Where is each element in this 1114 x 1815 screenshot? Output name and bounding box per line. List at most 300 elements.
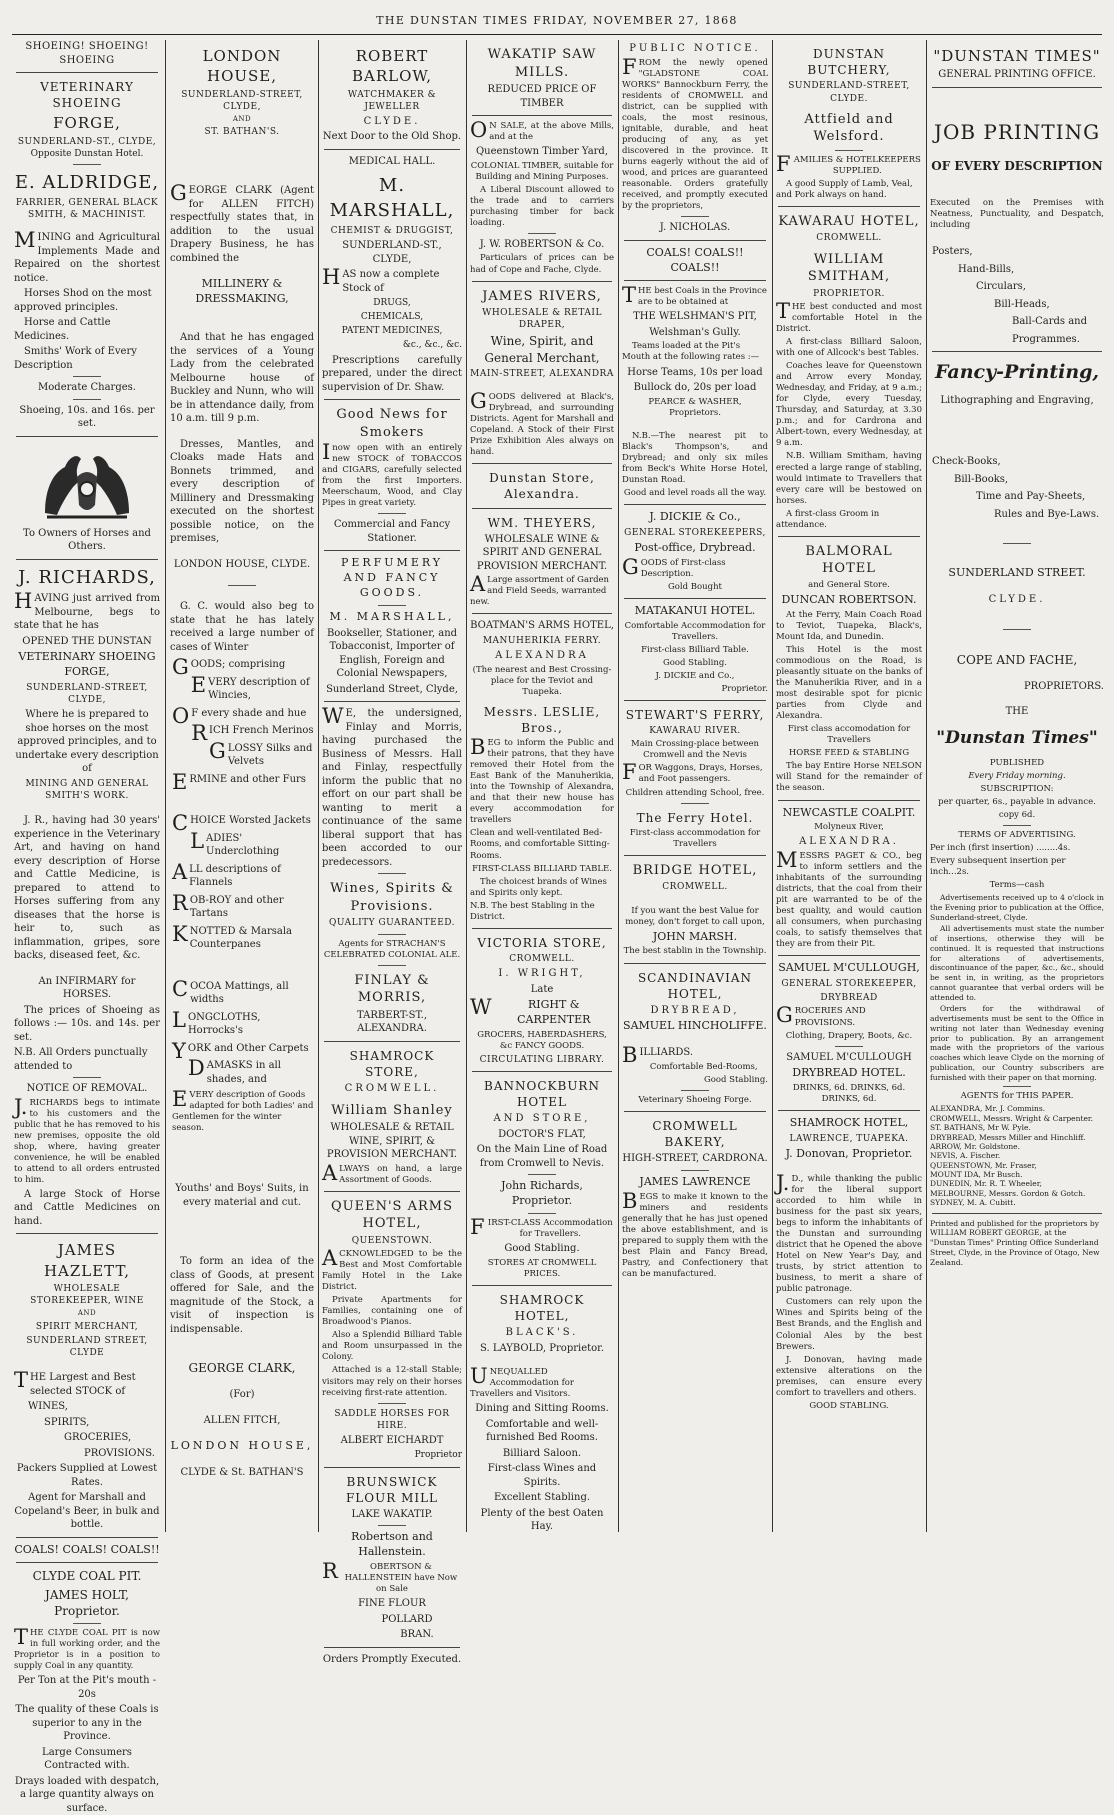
medical-hall: MEDICAL HALL. (348, 155, 436, 167)
wright-carpenter: WRIGHT & CARPENTER (470, 995, 591, 1026)
good-item: WINES, (28, 1401, 68, 1413)
hincholiffe: SAMUEL HINCHOLIFFE. (623, 1019, 767, 1033)
horse-teams: Horse Teams, 10s per load (627, 366, 763, 378)
welshman: THE WELSHMAN'S PIT, (633, 311, 757, 323)
saloon: Billiard Saloon. (502, 1447, 582, 1459)
on-sale: ON SALE, at the above Mills, and at the (470, 118, 614, 143)
victoria: VICTORIA STORE, (477, 935, 607, 950)
attfield: Attfield and Welsford. (804, 111, 894, 145)
drug-item: DRUGS, (373, 298, 411, 309)
first-class: First class accomodation for Travellers (787, 724, 911, 746)
where-text: Where he is prepared to shoe horses on the most approved principles, and to undertake every description of (15, 709, 159, 775)
printing-office: GENERAL PRINTING OFFICE. (938, 69, 1096, 81)
richards-text: HAVING just arrived from Melbourne, begs to state that he has (14, 589, 160, 632)
dickie-2: J. DICKIE and Co., (655, 670, 735, 681)
shoeing-heading: SHOEING! SHOEING! SHOEING (25, 41, 149, 66)
agent-item: DRYBREAD, Messrs Miller and Hinchliff. (930, 1132, 1086, 1142)
quality: The quality of these Coals is superior to any in the Province. (15, 1704, 159, 1743)
stablin: The best stablin in the Township. (623, 946, 767, 957)
agent-item: ALEXANDRA, Mr. J. Commins. (930, 1104, 1046, 1114)
manuherikia: MANUHERIKIA FERRY. (482, 635, 602, 646)
agent-item: SYDNEY, M. A. Cubitt. (930, 1198, 1016, 1208)
owners-heading: To Owners of Horses and Others. (23, 527, 151, 553)
hotel-text: This Hotel is the most commodious on the Road, is pleasantly situate on the banks of the Manuherikia River, and in a most desirable spot for picnic parties from Clyde and Alexandra. (776, 644, 922, 722)
general-store: and General Store. (808, 579, 890, 590)
london-sub: SUNDERLAND-STREET, CLYDE, (181, 89, 303, 112)
matakanui-text: Comfortable Accommodation for Travellers. (624, 620, 766, 642)
prices: The prices of Shoeing as follows :— 10s. and 14s. per set. (14, 1004, 160, 1043)
agent-item: QUEENSTOWN, Mr. Fraser, (930, 1160, 1037, 1170)
printing-items (932, 245, 1104, 346)
alexandra: ALEXANDRA. (799, 836, 899, 848)
opened-line: VETERINARY SHOEING FORGE, (18, 650, 156, 679)
good-stabling: GOOD STABLING. (809, 1400, 889, 1411)
cromwell: CROMWELL. (344, 1083, 440, 1095)
private-text: Private Apartments for Families, containing one of Broadwood's Pianos. (322, 1295, 462, 1328)
bedrooms: Comfortable Bed-Rooms, (649, 1061, 758, 1072)
molyneux: Molyneux River, (814, 822, 884, 833)
clyde-coal-text: THE CLYDE COAL PIT is now in full working order, and the Proprietor is in a position to supply Coal in any quantity. (14, 1624, 160, 1672)
main-line: On the Main Line of Road from Cromwell to Nevis. (476, 1144, 608, 1169)
list-item: EVERY description of Goods adapted for both Ladies' and Gentlemen for the winter season. (172, 1087, 314, 1134)
public-notice: PUBLIC NOTICE. (629, 43, 761, 54)
leslie-text: BEG to inform the Public and their patrons, that they have removed their Hotel from the East Bank of the Manuherikia, into the Township of Alexandra, and that their new house has every accommodation for travellers (470, 735, 614, 826)
list-item: OF every shade and hue (172, 703, 307, 728)
terms: TERMS OF ADVERTISING. (958, 829, 1076, 840)
list-item: LONGCLOTHS, Horrocks's (172, 1007, 261, 1037)
goods-list-3 (172, 976, 314, 1135)
agent-item: NEVIS, A. Fischer. (930, 1151, 1001, 1161)
groom: A first-class Groom in attendance. (776, 508, 880, 530)
pearce: PEARCE & WASHER, Proprietors. (648, 396, 742, 418)
dickie-sub: GENERAL STOREKEEPERS, (624, 527, 766, 538)
mining-text: MINING and Agricultural Implements Made and Repaired on the shortest notice. (14, 228, 160, 284)
grocers: GROCERS, HABERDASHERS, &c FANCY GOODS. (477, 1029, 607, 1051)
hazlett-sub: SUNDERLAND STREET, CLYDE (26, 1335, 148, 1358)
agents-heading: AGENTS for THIS PAPER. (960, 1091, 1074, 1102)
bullock: Bullock do, 20s per load (633, 382, 757, 394)
saddle: SADDLE HORSES FOR HIRE. (334, 1408, 450, 1431)
infirmary: An INFIRMARY for HORSES. (38, 975, 136, 1001)
if-text: If you want the best Value for money, don't forget to call upon, (625, 905, 765, 927)
colonial: COLONIAL TIMBER, suitable for Building and Mining Purposes. (470, 160, 614, 182)
drug-item: PATENT MEDICINES, (341, 326, 443, 337)
children: Children attending School, free. (625, 787, 765, 798)
the: THE (1005, 706, 1029, 718)
eichardt: ALBERT EICHARDT (340, 1434, 444, 1446)
billiard-text: Also a Splendid Billiard Table and Room unsurpassed in the Colony. (322, 1330, 462, 1363)
list-item: EVERY description of Wincies, (190, 672, 310, 702)
coals-heading: COALS! COALS! COALS!! (14, 1542, 160, 1556)
column-divider (466, 40, 467, 1532)
every-subsequent: Every subsequent insertion per inch...2s. (930, 856, 1066, 878)
column-5 (622, 40, 768, 1532)
hazlett-sub: WHOLESALE STOREKEEPER, WINE (30, 1283, 144, 1307)
shanley-sub: WHOLESALE & RETAIL WINE, SPIRIT, & PROVISION MERCHANT. (326, 1122, 458, 1161)
cromwell: CROMWELL. (509, 953, 575, 964)
line: Horses Shod on the most approved principles. (14, 288, 152, 313)
nearest: (The nearest and Best Crossing-place for the Teviot and Tuapeka. (472, 664, 612, 697)
queens-arms: QUEEN'S ARMS HOTEL, (331, 1198, 453, 1232)
agent-item: ST. BATHANS, Mr W. Pyle. (930, 1123, 1031, 1133)
good-item: PROVISIONS. (84, 1447, 155, 1459)
removal-heading: NOTICE OF REMOVAL. (26, 1083, 148, 1095)
column-6 (776, 40, 922, 1532)
ferry-text: First-class accommodation for Travellers (629, 827, 761, 849)
cash: Terms—cash (989, 880, 1045, 891)
tuapeka: LAWRENCE, TUAPEKA. (789, 1133, 909, 1144)
opened-line: SUNDERLAND-STREET, CLYDE, (26, 682, 148, 706)
nelson-text: The bay Entire Horse NELSON will Stand for the remainder of the season. (776, 761, 922, 794)
circulating: CIRCULATING LIBRARY. (479, 1054, 605, 1065)
hazlett-sub: AND (77, 1309, 97, 1318)
forge-title: VETERINARY SHOEING (40, 80, 134, 111)
billiards: BILLIARDS. (622, 1043, 694, 1068)
and-store: AND STORE, (493, 1113, 591, 1125)
balmoral: BALMORAL HOTEL (805, 543, 893, 577)
bakery: CROMWELL BAKERY, (652, 1118, 738, 1150)
list-item: DAMASKS in all shades, and (187, 1056, 281, 1085)
drug-item: &c., &c., &c. (402, 340, 462, 351)
proprietor: PROPRIETOR. (813, 288, 885, 299)
mcullough-2: SAMUEL M'CULLOUGH (786, 1051, 912, 1063)
we-text: WE, the undersigned, Finlay and Morris, having purchased the Business of Messrs. Hall and Finlay, respectfully inform the public that no effort on our part shall be wanting to merit a continuance of the same liberal support that has been accorded to our predecessors. (322, 704, 462, 868)
all-adv-text: All advertisements must state the number of insertions, otherwise they will be continued. It is requested that instructions for alterations of advertisements, discontinuance of the paper, &c., &c., should be sent in, in writing, as the proprietors cannot guarantee that verbal orders will be attended to. (930, 924, 1104, 1002)
engaged-text: And that he has engaged the services of a Young Lady from the celebrated Melbourne house of Buckley and Nunn, who will be in attendance daily, from 10 a.m. till 9 p.m. (170, 332, 314, 425)
gully: Welshman's Gully. (649, 326, 741, 338)
line: Smiths' Work of Every Description (14, 346, 137, 371)
marshall-trade: CHEMIST & DRUGGIST, (330, 225, 454, 236)
printing-item: Check-Books, (932, 456, 1001, 468)
column-divider (926, 40, 927, 1532)
john-marsh: JOHN MARSH. (652, 929, 738, 943)
reduced: REDUCED PRICE OF TIMBER (487, 84, 597, 109)
agents-strachan: Agents for STRACHAN'S CELEBRATED COLONIAL ALE. (323, 938, 461, 960)
unequalled: UNEQUALLED Accommodation for Travellers and Visitors. (470, 1364, 574, 1400)
blacks: BLACK'S. (505, 1327, 579, 1339)
jr-text: J. R., having had 30 years' experience in the Veterinary Art, and having on hand every description of Horse and Cattle Medicine, is prepared to attend to Horses suffering from any diseases that the horse is heir to, such as inflammation, gripes, sore backs, diseased feet, &c. (14, 815, 160, 962)
list-item: ERMINE and other Furs (172, 769, 306, 794)
post-office: Post-office, Drybread. (634, 540, 756, 554)
robertson: Robertson and Hallenstein. (351, 1530, 433, 1559)
george-text: GEORGE CLARK (Agent for ALLEN FITCH) respectfully states that, in addition to the usual Drapery Business, he has combined the (170, 181, 314, 264)
lawrence: JAMES LAWRENCE (639, 1174, 751, 1188)
wines: First-class Wines and Spirits. (487, 1463, 597, 1488)
agent-item: DUNEDIN, Mr. R. T. Wheeler, (930, 1179, 1042, 1189)
flour-item: POLLARD (381, 1613, 433, 1625)
printed-text: Printed and published for the proprietors by WILLIAM ROBERT GEORGE, at the "Dunstan Times" Printing Office Sunderland Street, Clyde, in the Province of Otago, New Zealand. (930, 1218, 1100, 1267)
per-quarter: per quarter, 6s., payable in advance. (938, 796, 1096, 807)
late: Late (530, 983, 554, 995)
printing-item: Bill-Heads, (994, 298, 1050, 310)
column-7 (930, 40, 1104, 1532)
scandinavian: SCANDINAVIAN HOTEL, (637, 970, 753, 1001)
shamrock-store: SHAMROCK STORE, (349, 1048, 435, 1079)
hazlett-sub: SPIRIT MERCHANT, (35, 1321, 139, 1332)
list-item: ROB-ROY and other Tartans (172, 890, 284, 920)
nb: N.B. All Orders punctually attended to (14, 1047, 148, 1072)
bookseller: Bookseller, Stationer, and Tobacconist, Importer of English, Foreign and Colonial Newspapers, (326, 627, 458, 680)
drays: Drays loaded with despatch, a large quantity always on surface. (14, 1775, 160, 1814)
always-text: ALWAYS on hand, a large Assortment of Goods. (322, 1160, 462, 1185)
millinery-heading: MILLINERY & DRESSMAKING, (195, 277, 289, 306)
queenstown: QUEENSTOWN. (351, 1235, 433, 1246)
george-clark: GEORGE CLARK, (188, 1361, 296, 1376)
vet: Veterinary Shoeing Forge. (638, 1094, 752, 1105)
printing-item: Programmes. (1012, 333, 1080, 345)
barlow-clyde: CLYDE. (363, 115, 421, 127)
nb-text: N.B. William Smitham, having erected a large range of stabling, would intimate to Travellers that every care will be bestowed on horses. (776, 451, 922, 506)
horse-feed: HORSE FEED & STABLING (788, 748, 910, 759)
messrs-text: MESSRS PAGET & CO., beg to inform settlers and the inhabitants of the surrounding districts, that the coal from their pit are warranted to be of the best quality, and would caution all consumers, when purchasing coals, to satisfy themselves that they are from their Pit. (776, 847, 922, 950)
billiard: First-class Billiard Table. (641, 644, 749, 655)
orders-text: Orders for the withdrawal of advertisements must be sent to the Office in writing not later than Wednesday evening prior to publication. By an arrangement made with the proprietors of the various coaches which leave Clyde on the morning of publication, our Country subscribers are furnished with their paper on that morning. (930, 1004, 1104, 1082)
column-divider (318, 40, 319, 1532)
subscription: SUBSCRIPTION: (980, 783, 1054, 794)
dining: Dining and Sitting Rooms. (475, 1403, 609, 1415)
wines-heading: Wines, Spirits & Provisions. (330, 881, 454, 914)
leslie: Messrs. LESLIE, Bros., (483, 704, 601, 735)
column-4 (470, 40, 614, 1532)
printing-item: Time and Pay-Sheets, (976, 491, 1086, 503)
jd-text: J.D., while thanking the public for the liberal support accorded to him while in business for the past six years, begs to inform the inhabitants of the Dunstan and surrounding district that he Opened the above Hotel on New Year's Day, and trusts, by strict attention to business, to merit a share of public patronage. (776, 1170, 922, 1295)
plenty: Plenty of the best Oaten Hay. (480, 1507, 604, 1533)
goods: GOODS of First-class Description. (622, 554, 726, 579)
column-3 (322, 40, 462, 1665)
finlay-morris: FINLAY & MORRIS, (354, 972, 430, 1006)
column-divider (618, 40, 619, 1532)
forge-title-2: FORGE, (53, 114, 121, 133)
cromwell: CROMWELL. (662, 882, 728, 893)
butchery: DUNSTAN BUTCHERY, (807, 47, 891, 78)
dunstan-store: Dunstan Store, Alexandra. (489, 471, 595, 502)
saw-mills: WAKATIP SAW MILLS. (487, 47, 597, 80)
gc-text: G. C. would also beg to state that he has lately received a large number of cases of Winter (170, 601, 314, 653)
pit-heading: CLYDE COAL PIT. (32, 1569, 142, 1584)
mcullough: SAMUEL M'CULLOUGH, (778, 961, 920, 975)
coaches-text: Coaches leave for Queenstown and Arrow every Monday, Wednesday, and Friday, at 9 a.m.; for Clyde, every Tuesday, Thursday, and Saturday, at 3.30 p.m.; and for Cardrona and Albert-town, every Wednesday, at 9 a.m. (776, 361, 922, 449)
theyers-sub: WHOLESALE WINE & SPIRIT AND GENERAL PROVISION MERCHANT. (476, 533, 608, 572)
jwr: J. W. ROBERTSON & Co. (479, 238, 605, 250)
sunderland-street: SUNDERLAND STREET. (948, 566, 1086, 580)
laybold: S. LAYBOLD, Proprietor. (479, 1342, 605, 1354)
ack-text: ACKNOWLEDGED to be the Best and Most Comfortable Family Hotel in the Lake District. (322, 1246, 462, 1293)
every-friday: Every Friday morning. (968, 770, 1066, 781)
largest-text: THE Largest and Best selected STOCK of (14, 1368, 136, 1397)
opened-line: OPENED THE DUNSTAN (22, 635, 152, 647)
mining-work: MINING AND GENERAL SMITH'S WORK. (25, 778, 149, 801)
lithographing: Lithographing and Engraving, (940, 394, 1094, 406)
stabling: Good Stabling. (663, 657, 727, 668)
per-ton: Per Ton at the Pit's mouth - 20s (17, 1675, 157, 1700)
list-item: ALL descriptions of Flannels (172, 859, 281, 889)
next-door: Next Door to the Old Shop. (322, 131, 462, 143)
london-sub: AND (232, 114, 252, 123)
from-text: FROM the newly opened "GLADSTONE COAL WORKS" Bannockburn Ferry, the residents of CROMWELL and district, can be supplied with coals, the most resinous, ignitable, durable, and heat producing of any, as yet discovered in the province. It burns eagerly without the aid of wood, and prices are guaranteed reasonable. Orders gratefully received, and promptly executed by the proprietors, (622, 54, 768, 212)
printing-item: Circulars, (976, 281, 1026, 293)
john-richards: John Richards, Proprietor. (501, 1179, 583, 1208)
column-2 (170, 40, 314, 1532)
has-text: HAS now a complete Stock of (322, 265, 440, 294)
particulars: Particulars of prices can be had of Cope and Fache, Clyde. (470, 253, 614, 275)
youths-text: Youths' and Boys' Suits, in every material and cut. (175, 1183, 309, 1208)
hazlett-name: JAMES HAZLETT, (43, 1241, 131, 1280)
billiard-text: A first-class Billiard Saloon, with one of Allcock's best Tables. (776, 337, 922, 359)
yard: Queenstown Timber Yard, (475, 146, 609, 158)
proprietor: Proprietor (414, 1450, 462, 1461)
list-item: KNOTTED & Marsala Counterpanes (172, 921, 292, 951)
stewarts-ferry: STEWART'S FERRY, (625, 708, 765, 722)
doctors-flat: DOCTOR'S FLAT, (498, 1128, 586, 1140)
excellent: Excellent Stabling. (493, 1492, 591, 1504)
dt-title: "DUNSTAN TIMES" (933, 47, 1101, 65)
best-text: THE best conducted and most comfortable Hotel in the District. (776, 298, 922, 334)
agent: Agent for Marshall and Copeland's Beer, in bulk and bottle. (14, 1492, 160, 1531)
aldridge-trade: FARRIER, GENERAL BLACK SMITH, & MACHINIST. (15, 198, 159, 221)
kawarau: KAWARAU RIVER. (649, 726, 741, 737)
ferry-text: At the Ferry, Main Coach Road to Teviot, Tuapeka, Black's, Mount Ida, and Dunedin. (776, 609, 922, 642)
for-text: (For) (229, 1389, 255, 1401)
line: Horse and Cattle Medicines. (14, 317, 111, 342)
list-item: RICH French Merinos (191, 721, 314, 746)
kawarau-hotel: KAWARAU HOTEL, (778, 213, 920, 229)
line: Moderate Charges. (38, 382, 136, 394)
rivers-sub: WHOLESALE & RETAIL DRAPER, (482, 308, 602, 331)
begs-text: BEGS to make it known to the miners and residents generally that he has just opened the above establishment, and is prepared to supply them with the best Plain and Fancy Bread, Pastry, and Confectionery that can be manufactured. (622, 1188, 768, 1279)
commercial: Commercial and Fancy Stationer. (333, 519, 451, 544)
column-divider (165, 40, 166, 1532)
best-coals: THE best Coals in the Province are to be obtained at (622, 283, 767, 308)
printing-item: Bill-Books, (954, 473, 1009, 485)
barlow-trade: WATCHMAKER & JEWELLER (347, 89, 437, 112)
proprietors: PROPRIETORS. (1023, 680, 1104, 692)
forge-opposite: Opposite Dunstan Hotel. (30, 148, 144, 159)
goods-list-2 (172, 811, 314, 952)
teams: Teams loaded at the Pit's Mouth at the following rates :— (622, 341, 760, 363)
printing-item: Hand-Bills, (958, 263, 1015, 275)
presc-text: Prescriptions carefully prepared, under the direct supervision of Dr. Shaw. (322, 354, 462, 393)
smitham: WILLIAM SMITHAM, (807, 251, 891, 285)
per-inch: Per inch (first insertion) ........4s. (930, 842, 1071, 853)
good-item: GROCERIES, (64, 1432, 132, 1444)
list-item: GOODS; comprising (172, 655, 286, 680)
holt-heading: JAMES HOLT, Proprietor. (45, 1587, 129, 1618)
liberal: A Liberal Discount allowed to the trade and to carriers purchasing timber for back loading. (470, 184, 614, 228)
shamrock-hotel: SHAMROCK HOTEL, (789, 1116, 909, 1130)
supply: A good Supply of Lamb, Veal, and Pork always on hand. (776, 178, 913, 200)
list-item: GLOSSY Silks and Velvets (209, 738, 313, 768)
column-divider (772, 40, 773, 1532)
firstclass: FIRST-CLASS Accommodation for Travellers. (470, 1215, 613, 1240)
copy: copy 6d. (998, 809, 1036, 820)
stores: STORES AT CROMWELL PRICES. (487, 1257, 597, 1279)
first: FIRST-CLASS BILLIARD TABLE. (472, 863, 612, 874)
london-sub: ST. BATHAN'S. (204, 127, 280, 138)
drybread: DRYBREAD (820, 993, 878, 1004)
storekeeper: GENERAL STOREKEEPER, (781, 979, 917, 990)
quality: QUALITY GUARANTEED. (328, 918, 456, 929)
london-house-title: LONDON HOUSE, (202, 47, 282, 86)
marshall-address: SUNDERLAND-ST., CLYDE, (342, 240, 442, 265)
coals-heading: COALS! COALS!! COALS!! (646, 245, 744, 274)
large-consumers: Large Consumers Contracted with. (42, 1746, 132, 1772)
ferry-hotel: The Ferry Hotel. (636, 810, 754, 825)
agent-item: MELBOURNE, Messrs. Gordon & Gotch. (930, 1188, 1086, 1198)
agent-item: ARROW, Mr. Goldstone. (930, 1141, 1020, 1151)
for-text: FOR Waggons, Drays, Horses, and Foot passengers. (622, 760, 763, 785)
proprietor: Proprietor. (721, 683, 768, 694)
roads: Good and level roads all the way. (623, 487, 767, 498)
wright: I. WRIGHT, (498, 968, 586, 980)
nb-text: N.B.—The nearest pit to Black's Thompson's, and Drybread; and only six miles from Beck's White Horse Hotel, Dunstan Road. (622, 430, 768, 485)
dunstan-times-gothic: "Dunstan Times" (936, 727, 1098, 748)
printing-item: Ball-Cards and (1012, 316, 1087, 328)
shamrock-hotel: SHAMROCK HOTEL, (499, 1292, 585, 1323)
london-clyde: LONDON HOUSE, CLYDE. (173, 558, 311, 570)
nicholas: J. NICHOLAS. (659, 222, 731, 234)
removal-text: J.RICHARDS begs to intimate to his customers and the public that he has removed to his new premises, opposite the old shop, where, having greater convenience, he will be enabled to attend to all orders entrusted to him. (14, 1094, 160, 1185)
barlow-name: ROBERT BARLOW, (352, 47, 432, 86)
nb: N.B. The best Stabling in the District. (470, 900, 595, 922)
dickie: J. DICKIE & Co., (649, 509, 741, 523)
robertson-text: ROBERTSON & HALLENSTEIN have Now on Sale (322, 1559, 458, 1595)
bridge-hotel: BRIDGE HOTEL, (632, 862, 758, 878)
good-stabling: Good Stabling. (504, 1243, 580, 1255)
line: Shoeing, 10s. and 16s. per set. (19, 404, 155, 430)
customers: Customers can rely upon the Wines and Spirits being of the Best Brands, and the English and Colonial Ales by the best Brewers. (776, 1297, 922, 1352)
goods-text: GOODS delivered at Black's, Drybread, and surrounding Districts. Agent for Marshall and Copeland. A Stock of their First Prize Exhibition Ales always on hand. (470, 388, 614, 458)
published: PUBLISHED (989, 757, 1045, 768)
every-description: OF EVERY DESCRIPTION (931, 158, 1103, 173)
fancy-printing: Fancy-Printing, (934, 361, 1100, 384)
drug-item: CHEMICALS, (360, 312, 424, 323)
executed: Executed on the Premises with Neatness, Punctuality, and Despatch, including (930, 197, 1104, 231)
cromwell: CROMWELL. (816, 233, 882, 244)
aldridge-name: E. ALDRIDGE, (14, 171, 160, 193)
list-item: COCOA Mattings, all widths (172, 976, 289, 1006)
form-text: To form an idea of the class of Goods, at present offered for Sale, and the magnitude of the Stock, a visit of inspection is indispensable. (170, 1256, 314, 1335)
drybread-hotel: DRYBREAD HOTEL. (792, 1066, 906, 1080)
richards-name: J. RICHARDS, (18, 566, 156, 588)
rivers-wine: Wine, Spirit, and General Merchant, (484, 334, 600, 365)
duncan-robertson: DUNCAN ROBERTSON. (781, 592, 917, 606)
flour-item: FINE FLOUR (358, 1598, 426, 1610)
stock-text: A large Stock of Horse and Cattle Medicines on hand. (14, 1188, 160, 1227)
alexandra: ALEXANDRA (495, 650, 589, 662)
comfortable: Comfortable and well-furnished Bed Rooms. (485, 1418, 599, 1444)
printing-item: Posters, (932, 246, 973, 258)
smokers-text: Inow open with an entirely new STOCK of TOBACCOS and CIGARS, carefully selected from the first Importers. Meerschaum, Wood, and Clay Pipes in great variety. (322, 440, 462, 509)
horse-emblem-icon (27, 443, 147, 525)
donovan-2: J. Donovan, having made extensive alterations on the premises, can ensure every comfort to travellers and others. (776, 1354, 922, 1398)
cope-fache: COPE AND FACHE, (956, 652, 1078, 667)
flour-item: BRAN. (400, 1629, 434, 1641)
attached-text: Attached is a 12-stall Stable; visitors may rely on their horses receiving first-rate attention. (322, 1365, 462, 1398)
gold: Gold Bought (668, 581, 722, 592)
newcastle: NEWCASTLE COALPIT. (782, 805, 916, 819)
groceries: GROCERIES AND PROVISIONS. (776, 1003, 866, 1028)
lake-wakatip: LAKE WAKATIP. (351, 1508, 433, 1520)
good-stabling: Good Stabling. (704, 1074, 768, 1085)
printing-item: Rules and Bye-Laws. (994, 508, 1100, 520)
agent-list (930, 1104, 1104, 1207)
dresses-text: Dresses, Mantles, and Cloaks made Hats and Bonnets trimmed, and every description of Millinery and Dressmaking executed on the shortest possible notice, on the premises, (170, 438, 314, 545)
london-house-2: LONDON HOUSE, (170, 1439, 314, 1453)
clyde: CLYDE. (988, 594, 1046, 606)
allen-fitch: ALLEN FITCH, (203, 1414, 281, 1426)
boatmans: BOATMAN'S ARMS HOTEL, (470, 620, 614, 632)
clean: Clean and well-ventilated Bed-Rooms, and comfortable Sitting-Rooms. (470, 828, 610, 861)
